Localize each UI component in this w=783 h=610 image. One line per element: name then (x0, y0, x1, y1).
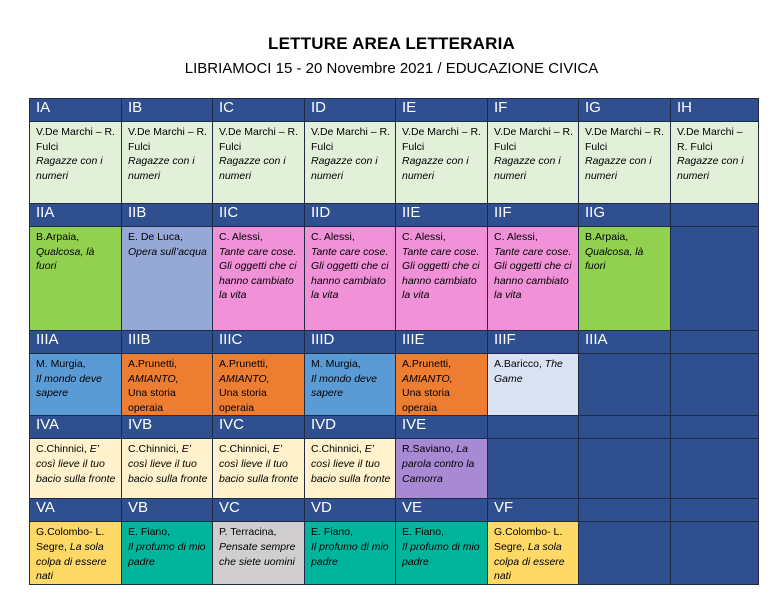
book-title: Il profumo di mio padre (128, 540, 206, 568)
book-author: V.De Marchi – R. Fulci (36, 126, 115, 153)
reading-cell (305, 227, 396, 331)
book-title: Ragazze con i numeri (311, 155, 378, 182)
class-header (488, 416, 579, 439)
class-header (579, 499, 671, 522)
reading-cell (30, 439, 122, 499)
book-author: B.Arpaia, (585, 231, 629, 243)
class-header (671, 204, 759, 227)
book-title: Ragazze con i numeri (36, 155, 103, 182)
book-author: V.De Marchi – R. Fulci (128, 126, 207, 153)
class-header: IIIF (488, 331, 579, 354)
book-title: La parola contro la Camorra (402, 443, 475, 485)
reading-cell (30, 522, 122, 584)
book-title: E’ così lieve il tuo bacio sulla fronte (311, 443, 391, 485)
reading-cell (305, 439, 396, 499)
content-row-2 (30, 227, 759, 331)
class-header: IA (30, 99, 122, 122)
content-row-1 (30, 122, 759, 204)
book-author: C. Alessi, (402, 231, 446, 243)
class-header: IIIA (30, 331, 122, 354)
class-header: IB (122, 99, 213, 122)
class-header: IG (579, 99, 671, 122)
reading-cell (213, 439, 305, 499)
header-row-5 (30, 499, 759, 522)
class-header: IIG (579, 204, 671, 227)
reading-cell (488, 122, 579, 204)
book-title: Il mondo deve sapere (311, 372, 377, 400)
reading-cell (488, 227, 579, 331)
reading-cell (579, 227, 671, 331)
reading-cell (213, 227, 305, 331)
book-title: AMIANTO, (219, 372, 270, 385)
header-row-4 (30, 416, 759, 439)
class-header: IIB (122, 204, 213, 227)
book-title: Il mondo deve sapere (36, 372, 102, 400)
class-header: IVD (305, 416, 396, 439)
book-author: B.Arpaia, (36, 231, 80, 243)
book-author: P. Terracina, (219, 526, 277, 539)
book-subtitle: Una storia operaia (402, 387, 450, 414)
book-title: Qualcosa, là fuori (585, 245, 644, 273)
content-row-4 (30, 439, 759, 499)
empty-cell (671, 522, 759, 584)
page-title: LETTURE AREA LETTERARIA (268, 34, 515, 53)
book-author: V.De Marchi – R. Fulci (402, 126, 481, 153)
class-header: IIE (396, 204, 488, 227)
readings-table (29, 98, 759, 585)
class-header: IIID (305, 331, 396, 354)
class-header: VF (488, 499, 579, 522)
book-title: Tante care cose. Gli oggetti che ci hanno cambiato la vita (402, 245, 480, 302)
class-header: VB (122, 499, 213, 522)
class-header (579, 416, 671, 439)
reading-cell (122, 439, 213, 499)
reading-cell (213, 522, 305, 584)
page-subtitle: LIBRIAMOCI 15 - 20 Novembre 2021 / EDUCAZIONE CIVICA (184, 60, 599, 77)
class-header: IIIC (213, 331, 305, 354)
book-author: C.Chinnici, (219, 443, 270, 456)
class-header: VA (30, 499, 122, 522)
reading-cell (213, 354, 305, 416)
book-title: The Game (494, 358, 563, 385)
book-title: Tante care cose. Gli oggetti che ci hanno cambiato la vita (494, 245, 572, 302)
reading-cell (488, 522, 579, 584)
reading-cell (30, 354, 122, 416)
book-author: E. Fiano, (128, 526, 171, 539)
header-row-3 (30, 331, 759, 354)
book-author: G.Colombo- L. Segre, (494, 526, 563, 553)
book-author: V.De Marchi – R. Fulci (585, 126, 664, 153)
book-title: Qualcosa, là fuori (36, 245, 95, 273)
book-author: G.Colombo- L. Segre, (36, 526, 105, 553)
reading-cell (396, 227, 488, 331)
class-header: IIA (30, 204, 122, 227)
book-author: V.De Marchi – R. Fulci (677, 126, 743, 153)
book-subtitle: Una storia operaia (219, 387, 267, 414)
book-title: Tante care cose. Gli oggetti che ci hanno cambiato la vita (311, 245, 389, 302)
reading-cell (305, 354, 396, 416)
book-author: A.Prunetti, (219, 358, 269, 370)
class-header: IIIE (396, 331, 488, 354)
content-row-3 (30, 354, 759, 416)
book-author: C. Alessi, (219, 231, 263, 243)
reading-cell (122, 227, 213, 331)
book-title: Opera sull’acqua (128, 245, 207, 258)
class-header: IVA (30, 416, 122, 439)
empty-cell (579, 522, 671, 584)
book-title: E’ così lieve il tuo bacio sulla fronte (219, 443, 299, 485)
book-subtitle: Una storia operaia (128, 387, 176, 414)
class-header: IIC (213, 204, 305, 227)
reading-cell (396, 354, 488, 416)
class-header: IID (305, 204, 396, 227)
reading-cell (396, 522, 488, 584)
book-author: C.Chinnici, (36, 443, 87, 456)
book-title: E’ così lieve il tuo bacio sulla fronte (128, 443, 208, 485)
class-header: IF (488, 99, 579, 122)
book-title: AMIANTO, (402, 372, 453, 385)
reading-cell (30, 227, 122, 331)
reading-cell (579, 122, 671, 204)
reading-cell (671, 122, 759, 204)
book-author: C. Alessi, (311, 231, 355, 243)
book-title: Ragazze con i numeri (219, 155, 286, 182)
reading-cell (122, 354, 213, 416)
book-title: Ragazze con i numeri (677, 155, 744, 182)
reading-cell (488, 354, 579, 416)
reading-cell (30, 122, 122, 204)
book-author: V.De Marchi – R. Fulci (311, 126, 390, 153)
book-author: R.Saviano, (402, 443, 454, 456)
reading-cell (122, 122, 213, 204)
book-author: C. Alessi, (494, 231, 538, 243)
class-header (671, 331, 759, 354)
class-header (671, 499, 759, 522)
empty-cell (671, 439, 759, 499)
book-author: E. Fiano, (402, 526, 445, 539)
class-header: ID (305, 99, 396, 122)
book-author: V.De Marchi – R. Fulci (494, 126, 573, 153)
class-header: VC (213, 499, 305, 522)
class-header: IVE (396, 416, 488, 439)
class-header: IC (213, 99, 305, 122)
book-title: Tante care cose. Gli oggetti che ci hanno cambiato la vita (219, 245, 297, 302)
book-title: E’ così lieve il tuo bacio sulla fronte (36, 443, 116, 485)
header-row-2 (30, 204, 759, 227)
empty-cell (579, 354, 671, 416)
book-title: AMIANTO, (128, 372, 179, 385)
book-title: Pensate sempre che siete uomini (219, 540, 296, 568)
book-title: Il profumo di mio padre (311, 540, 389, 568)
book-author: A.Prunetti, (402, 358, 452, 370)
empty-cell (671, 354, 759, 416)
book-author: M. Murgia, (36, 358, 86, 370)
empty-cell (671, 227, 759, 331)
book-author: E. De Luca, (128, 231, 183, 243)
book-title: Ragazze con i numeri (585, 155, 652, 182)
class-header: IIF (488, 204, 579, 227)
book-author: V.De Marchi – R. Fulci (219, 126, 298, 153)
book-title: La sola colpa di essere nati (494, 540, 565, 583)
book-author: A.Baricco, (494, 358, 542, 370)
class-header: IH (671, 99, 759, 122)
class-header: VE (396, 499, 488, 522)
empty-cell (488, 439, 579, 499)
book-author: A.Prunetti, (128, 358, 178, 370)
reading-cell (305, 122, 396, 204)
book-title: Ragazze con i numeri (402, 155, 469, 182)
header-row-1 (30, 99, 759, 122)
book-title: La sola colpa di essere nati (36, 540, 107, 583)
content-row-5 (30, 522, 759, 584)
reading-cell (213, 122, 305, 204)
class-header: IVB (122, 416, 213, 439)
book-author: C.Chinnici, (311, 443, 362, 456)
class-header: IIIB (122, 331, 213, 354)
class-header (671, 416, 759, 439)
book-title: Il profumo di mio padre (402, 540, 480, 568)
empty-cell (579, 439, 671, 499)
reading-cell (396, 439, 488, 499)
book-title: Ragazze con i numeri (494, 155, 561, 182)
reading-cell (305, 522, 396, 584)
book-author: C.Chinnici, (128, 443, 179, 456)
reading-cell (122, 522, 213, 584)
book-author: M. Murgia, (311, 358, 361, 370)
class-header: IVC (213, 416, 305, 439)
class-header: IE (396, 99, 488, 122)
class-header: IIIA (579, 331, 671, 354)
book-author: E. Fiano, (311, 526, 354, 539)
book-title: Ragazze con i numeri (128, 155, 195, 182)
reading-cell (396, 122, 488, 204)
class-header: VD (305, 499, 396, 522)
